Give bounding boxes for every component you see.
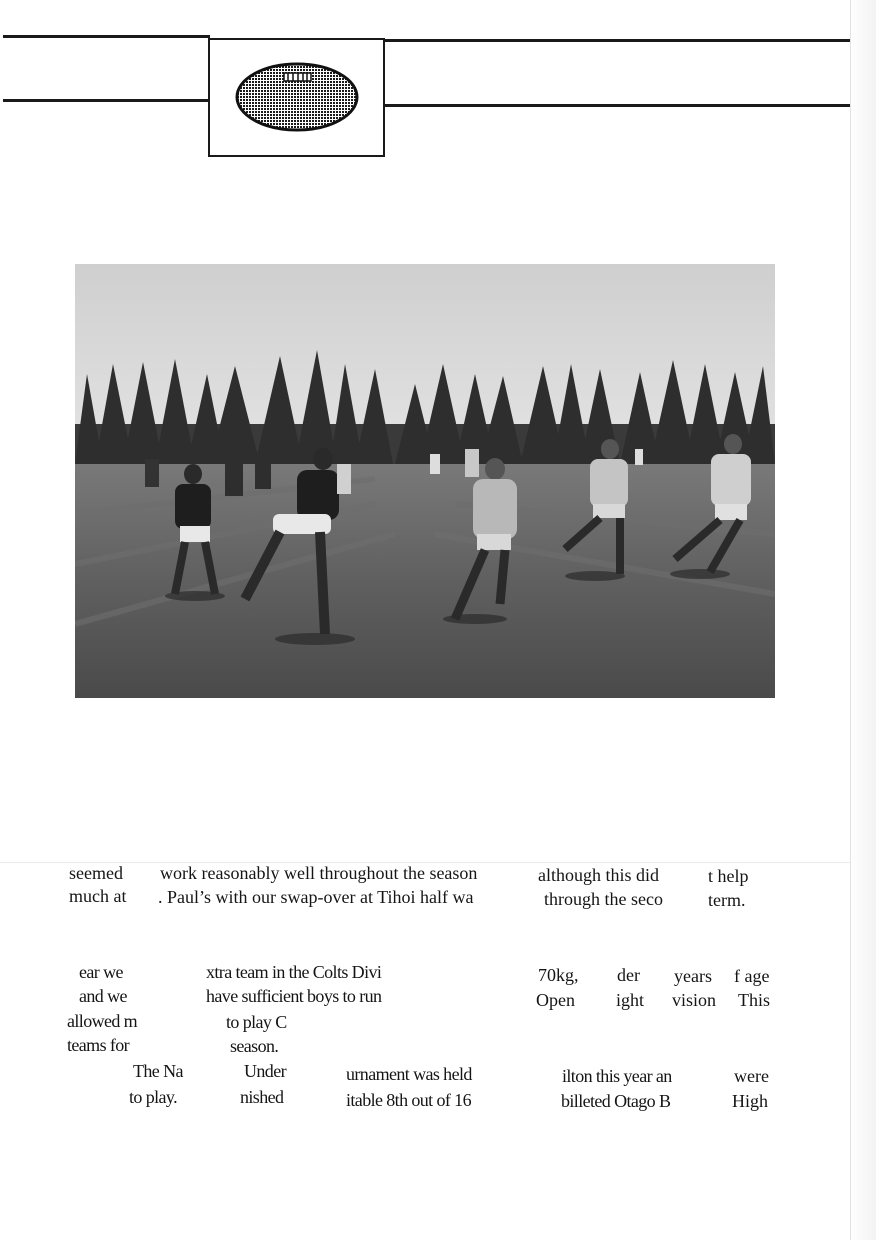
paragraph1-line1-col2: work reasonably well throughout the season	[160, 863, 478, 883]
paragraph3-line1-col3: urnament was held	[346, 1064, 472, 1084]
paragraph1-line2-col2: . Paul’s with our swap-over at Tihoi half wa	[158, 887, 474, 907]
paragraph2-line3-col2: to play C	[226, 1012, 287, 1032]
header-rule-bottom-right	[385, 104, 850, 107]
paragraph1-line1-col3: although this did	[538, 865, 659, 885]
paragraph2-line1-col5: years	[674, 966, 712, 986]
paragraph1-line2-col1: much at	[69, 886, 127, 906]
page-edge-shadow	[848, 0, 876, 1240]
paragraph2-line1-col6: f age	[734, 966, 770, 986]
page-edge-line	[850, 0, 851, 1240]
paragraph2-line2-col2: have sufficient boys to run	[206, 986, 382, 1006]
paragraph2-line4-col2: season.	[230, 1036, 279, 1056]
rugby-match-photo	[75, 264, 775, 698]
paragraph2-line1-col2: xtra team in the Colts Divi	[206, 962, 382, 982]
paragraph2-line1-col4: der	[617, 965, 640, 985]
paragraph3-line2-col4: billeted Otago B	[561, 1091, 671, 1111]
paragraph2-line1-col3: 70kg,	[538, 965, 579, 985]
paragraph3-line2-col5: High	[732, 1091, 768, 1111]
header-logo-box	[208, 38, 385, 157]
paragraph3-line2-col2: nished	[240, 1087, 284, 1107]
paragraph3-line1-col5: were	[734, 1066, 769, 1086]
paragraph3-line2-col3: itable 8th out of 16	[346, 1090, 471, 1110]
paragraph3-line1-col1: The Na	[133, 1061, 183, 1081]
paragraph3-line1-col4: ilton this year an	[562, 1066, 672, 1086]
paragraph2-line1-col1: ear we	[79, 962, 123, 982]
header-rule-bottom-left	[3, 99, 210, 102]
paragraph2-line2-col5: vision	[672, 990, 717, 1010]
paragraph3-line1-col2: Under	[244, 1061, 286, 1081]
paragraph2-line2-col1: and we	[79, 986, 127, 1006]
header-rule-top-right	[385, 39, 850, 42]
paragraph3-line2-col1: to play.	[129, 1087, 178, 1107]
paragraph1-line1-col4: t help	[708, 866, 749, 886]
paragraph1-line2-col3: through the seco	[544, 889, 663, 909]
paragraph2-line4-col1: teams for	[67, 1035, 130, 1055]
rugby-ball-icon	[234, 60, 360, 134]
header-rule-top-left	[3, 35, 210, 38]
paragraph2-line2-col6: This	[738, 990, 771, 1010]
paragraph2-line2-col4: ight	[616, 990, 645, 1010]
paragraph1-line2-col4: term.	[708, 890, 746, 910]
paragraph1-line1-col1: seemed	[69, 863, 123, 883]
paragraph2-line3-col1: allowed m	[67, 1011, 138, 1031]
paragraph2-line2-col3: Open	[536, 990, 575, 1010]
